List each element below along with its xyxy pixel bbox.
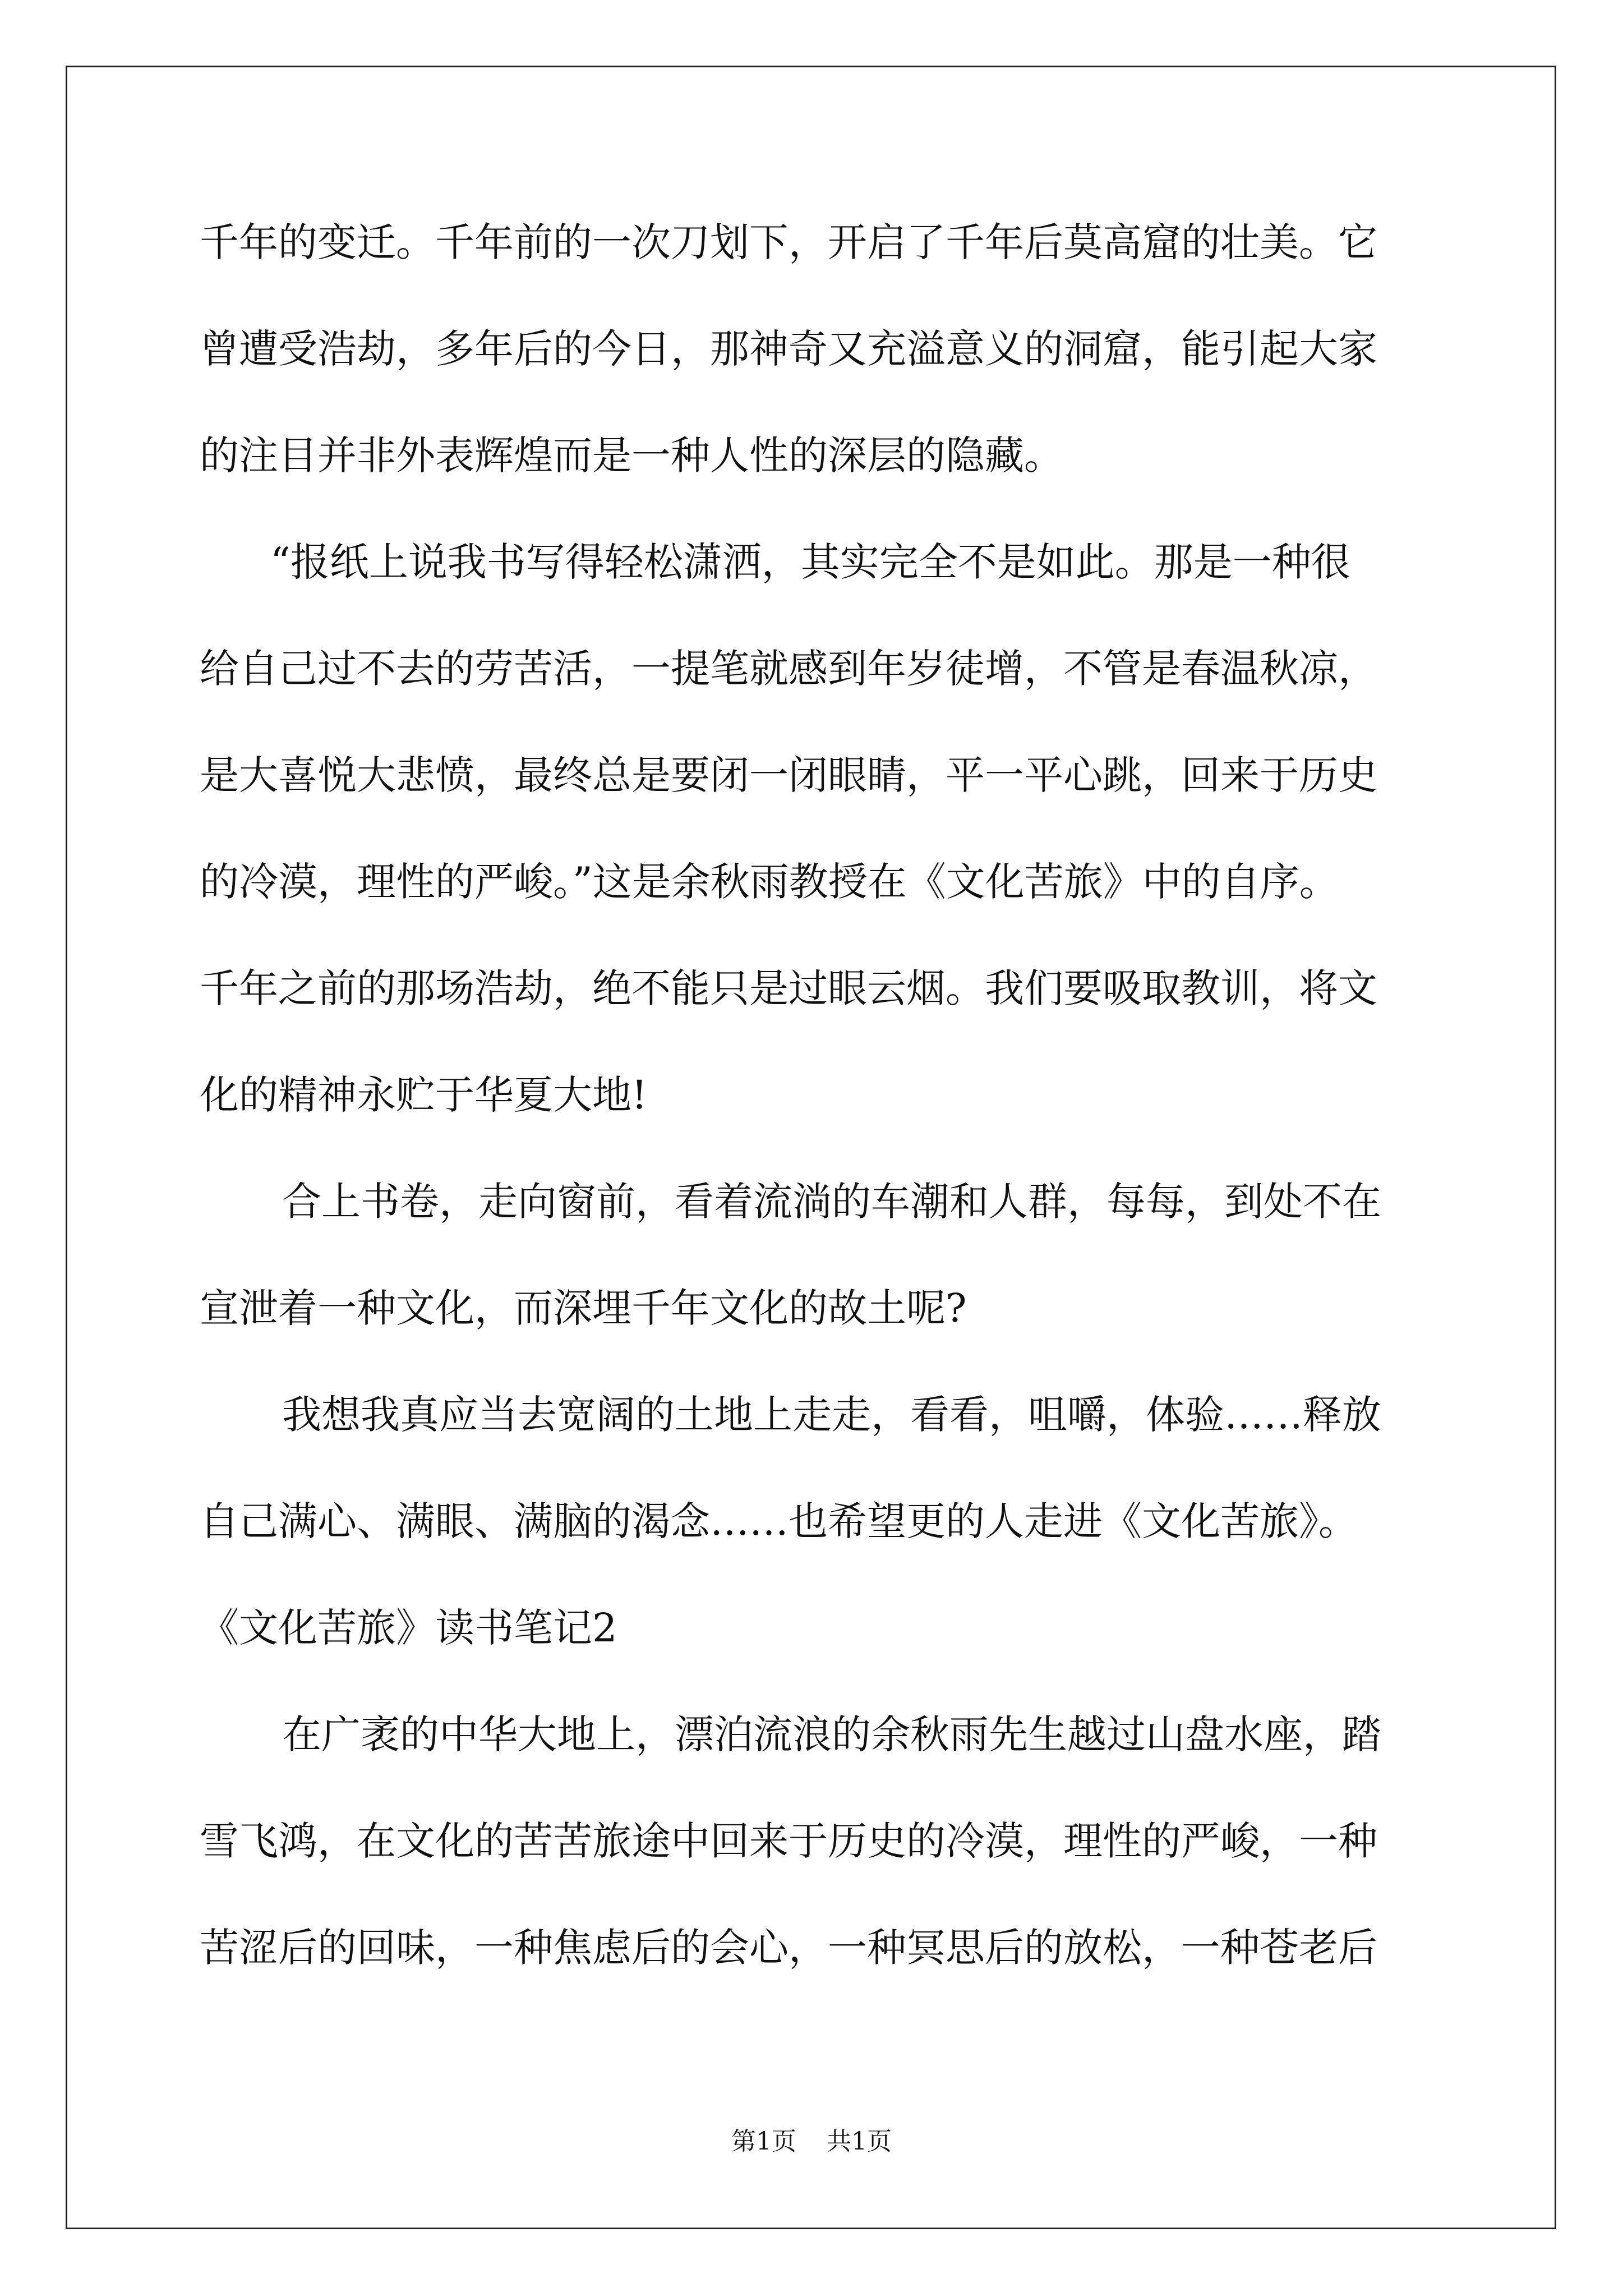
page-number: 第1页 (731, 2127, 796, 2156)
text-line: 自己满心、满眼、满脑的渴念……也希望更的人走进《文化苦旅》。 (200, 1498, 1358, 1544)
text-line: 在广袤的中华大地上，漂泊流浪的余秋雨先生越过山盘水座，踏 (282, 1711, 1381, 1757)
text-line: 我想我真应当去宽阔的土地上走走，看看，咀嚼，体验……释放 (282, 1392, 1381, 1438)
text-line: “报纸上说我书写得轻松潇洒，其实完全不是如此。那是一种很 (270, 539, 1350, 585)
section-heading: 《文化苦旅》读书笔记2 (200, 1605, 617, 1651)
text-line: 化的精神永贮于华夏大地! (200, 1072, 648, 1118)
text-line: 宣泄着一种文化，而深埋千年文化的故土呢? (200, 1285, 967, 1331)
text-line: 的冷漠，理性的严峻。”这是余秋雨教授在《文化苦旅》中的自序。 (200, 859, 1339, 905)
text-line: 是大喜悦大悲愤，最终总是要闭一闭眼睛，平一平心跳，回来于历史 (200, 752, 1377, 798)
text-line: 雪飞鸿，在文化的苦苦旅途中回来于历史的冷漠，理性的严峻，一种 (200, 1818, 1377, 1864)
text-line: 曾遭受浩劫，多年后的今日，那神奇又充溢意义的洞窟，能引起大家 (200, 326, 1377, 372)
text-line: 合上书卷，走向窗前，看着流淌的车潮和人群，每每，到处不在 (282, 1179, 1381, 1225)
text-line: 的注目并非外表辉煌而是一种人性的深层的隐藏。 (200, 432, 1063, 478)
text-line: 苦涩后的回味，一种焦虑后的会心，一种冥思后的放松，一种苍老后 (200, 1925, 1377, 1971)
page-total: 共1页 (827, 2127, 892, 2156)
text-line: 给自己过不去的劳苦活，一提笔就感到年岁徒增，不管是春温秋凉， (200, 646, 1377, 692)
text-line: 千年之前的那场浩劫，绝不能只是过眼云烟。我们要吸取教训，将文 (200, 965, 1377, 1011)
page-footer (0, 2125, 1623, 2159)
text-line: 千年的变迁。千年前的一次刀划下，开启了千年后莫高窟的壮美。它 (200, 219, 1377, 265)
page-border (66, 66, 1556, 2229)
